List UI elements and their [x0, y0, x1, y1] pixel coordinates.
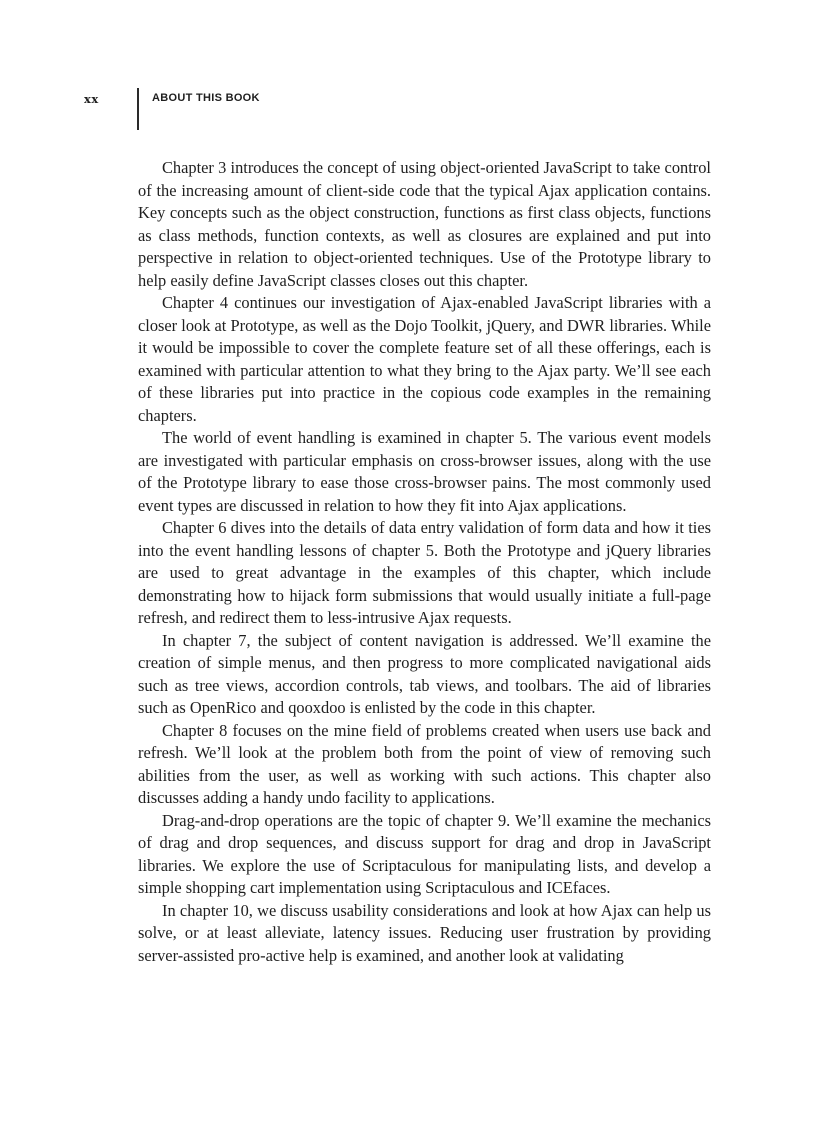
paragraph-chapter-7: In chapter 7, the subject of content navigation is addressed. We’ll examine the creation of simple menus, and then progress to more complicated navigational aids such as tree views, accordion controls, tab views, and toolbars. The aid of libraries such as OpenRico and qooxdoo is enlisted by the code in this chapter. — [138, 630, 711, 717]
page-number: xx — [84, 92, 99, 106]
paragraph-chapter-9: Drag-and-drop operations are the topic of chapter 9. We’ll examine the mechanics of drag and drop sequences, and discuss support for drag and drop in JavaScript libraries. We explore the use of Scriptaculous for manipulating lists, and develop a simple shopping cart implementation using Scriptaculous and ICEfaces. — [138, 810, 711, 897]
paragraph-chapter-4: Chapter 4 continues our investigation of Ajax-enabled JavaScript libraries with a closer look at Prototype, as well as the Dojo Toolkit, jQuery, and DWR libraries. While it would be impossible to cover the complete feature set of all these offerings, each is examined with particular attention to what they bring to the Ajax party. We’ll see each of these libraries put into practice in the copious code examples in the remaining chapters. — [138, 293, 711, 425]
body-text — [138, 157, 711, 967]
running-head: ABOUT THIS BOOK — [152, 92, 260, 104]
paragraph-chapter-3: Chapter 3 introduces the concept of using object-oriented JavaScript to take control of the increasing amount of client-side code that the typical Ajax application contains. Key concepts such as the object construction, functions as first class objects, functions as class methods, function contexts, as well as closures are explained and put into perspective in relation to object-oriented techniques. Use of the Prototype library to help easily define JavaScript classes closes out this chapter. — [138, 158, 711, 290]
header-divider — [137, 88, 139, 130]
paragraph-chapter-5: The world of event handling is examined in chapter 5. The various event models are investigated with particular emphasis on cross-browser issues, along with the use of the Prototype library to ease those cross-browser pains. The most commonly used event types are discussed in relation to how they fit into Ajax applications. — [138, 428, 711, 515]
paragraph-chapter-10: In chapter 10, we discuss usability considerations and look at how Ajax can help us solve, or at least alleviate, latency issues. Reducing user frustration by providing server-assisted pro-active help is examined, and another look at validating — [138, 900, 711, 965]
paragraph-chapter-6: Chapter 6 dives into the details of data entry validation of form data and how it ties into the event handling lessons of chapter 5. Both the Prototype and jQuery libraries are used to great advantage in the examples of this chapter, which include demonstrating how to hijack form submissions that would usually initiate a full-page refresh, and redirect them to less-intrusive Ajax requests. — [138, 518, 711, 627]
paragraph-chapter-8: Chapter 8 focuses on the mine field of problems created when users use back and refresh. We’ll look at the problem both from the point of view of removing such abilities from the user, as well as working with such actions. This chapter also discusses adding a handy undo facility to applications. — [138, 720, 711, 807]
